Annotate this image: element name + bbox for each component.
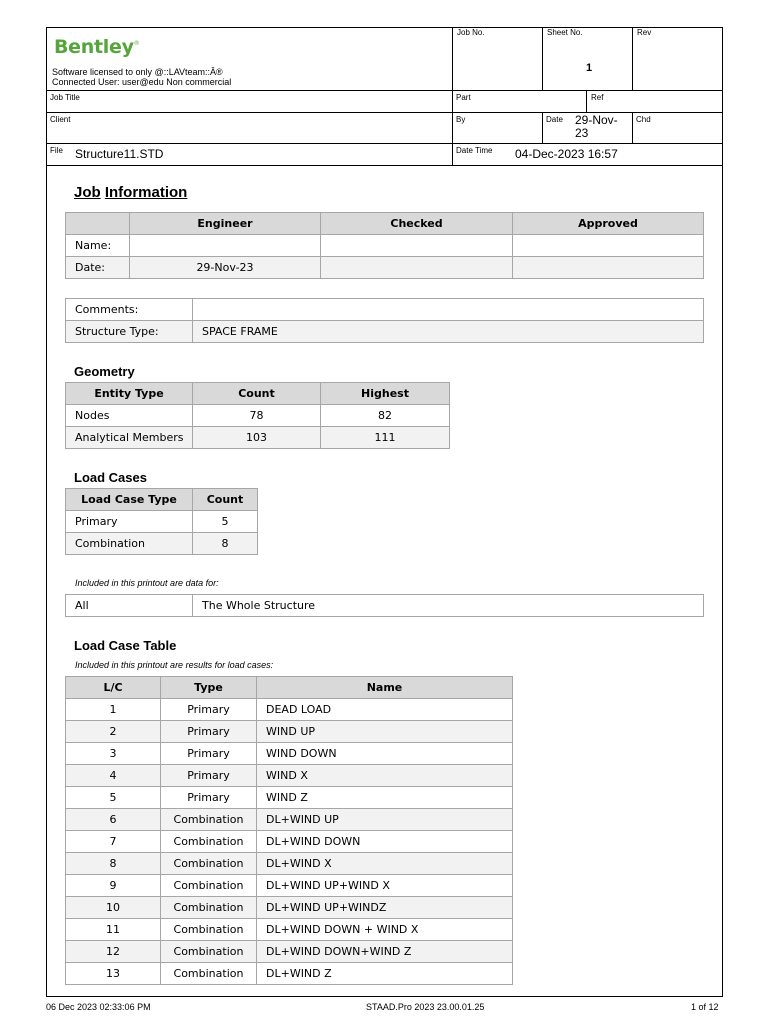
chd-label: Chd [636, 115, 651, 124]
table-row [66, 875, 513, 897]
table-row [66, 721, 513, 743]
load-case-type: Combination [161, 919, 257, 941]
checked-name-cell [321, 235, 513, 257]
table-cell: 8 [193, 533, 258, 555]
table-cell: Nodes [66, 405, 193, 427]
table-row [66, 743, 513, 765]
table-row [66, 787, 513, 809]
load-case-type: Primary [161, 721, 257, 743]
table-cell: Combination [66, 533, 193, 555]
table-row [66, 919, 513, 941]
column-header: L/C [66, 677, 161, 699]
load-case-name: DL+WIND X [257, 853, 513, 875]
load-case-number: 6 [66, 809, 161, 831]
column-header: Checked [321, 213, 513, 235]
table-cell: Analytical Members [66, 427, 193, 449]
table-cell: 5 [193, 511, 258, 533]
load-case-number: 1 [66, 699, 161, 721]
table-cell: 103 [193, 427, 321, 449]
table-row [66, 699, 513, 721]
load-case-table [65, 676, 513, 985]
column-header: Count [193, 383, 321, 405]
load-case-number: 5 [66, 787, 161, 809]
load-case-name: WIND Z [257, 787, 513, 809]
column-header: Count [193, 489, 258, 511]
table-row [66, 853, 513, 875]
load-case-type: Primary [161, 765, 257, 787]
rev-label: Rev [637, 28, 652, 37]
column-header [66, 213, 130, 235]
load-cases-table [65, 488, 258, 555]
column-header: Load Case Type [66, 489, 193, 511]
table-row [66, 897, 513, 919]
header-divider [452, 27, 453, 166]
by-label: By [456, 115, 466, 124]
load-case-table-title: Load Case Table [74, 638, 177, 653]
job-no-label: Job No. [457, 28, 485, 37]
date-label: Date [546, 115, 563, 124]
load-case-name: DL+WIND UP+WINDZ [257, 897, 513, 919]
load-case-type: Primary [161, 743, 257, 765]
datetime-label: Date Time [456, 146, 493, 155]
footer-software: STAAD.Pro 2023 23.00.01.25 [366, 1002, 485, 1012]
load-case-number: 3 [66, 743, 161, 765]
load-case-name: WIND DOWN [257, 743, 513, 765]
approved-date-cell [513, 257, 704, 279]
datetime-value: 04-Dec-2023 16:57 [515, 147, 618, 161]
bentley-logo: Bentley® [54, 36, 140, 58]
load-case-type: Combination [161, 963, 257, 985]
comments-value [193, 299, 704, 321]
included-data-table [65, 594, 704, 617]
approved-name-cell [513, 235, 704, 257]
table-cell: 78 [193, 405, 321, 427]
load-case-type: Combination [161, 941, 257, 963]
header-divider [632, 27, 633, 91]
geometry-title: Geometry [74, 364, 135, 379]
load-case-type: Combination [161, 809, 257, 831]
table-row [66, 941, 513, 963]
header-divider [46, 165, 723, 166]
load-cases-title: Load Cases [74, 470, 147, 485]
geometry-table [65, 382, 450, 449]
table-row [66, 831, 513, 853]
included-data-note: Included in this printout are data for: [75, 578, 219, 588]
engineer-date-cell: 29-Nov-23 [130, 257, 321, 279]
checked-date-cell [321, 257, 513, 279]
footer-page-number: 1 of 12 [691, 1002, 719, 1012]
client-label: Client [50, 115, 71, 124]
header-divider [542, 27, 543, 91]
load-case-table-note: Included in this printout are results for load cases: [75, 660, 274, 670]
column-header: Approved [513, 213, 704, 235]
load-case-number: 9 [66, 875, 161, 897]
table-cell: 82 [321, 405, 450, 427]
column-header: Engineer [130, 213, 321, 235]
load-case-number: 4 [66, 765, 161, 787]
row-label: Date: [66, 257, 130, 279]
date-value: 29-Nov-23 [575, 113, 618, 140]
part-label: Part [456, 93, 471, 102]
header-divider [46, 90, 723, 91]
structure-type-value: SPACE FRAME [193, 321, 704, 343]
load-case-number: 10 [66, 897, 161, 919]
file-label: File [50, 146, 63, 155]
load-case-name: DL+WIND UP [257, 809, 513, 831]
table-cell: Primary [66, 511, 193, 533]
load-case-number: 12 [66, 941, 161, 963]
load-case-type: Combination [161, 831, 257, 853]
sheet-no-label: Sheet No. [547, 28, 583, 37]
license-text: Software licensed to only @::LAVteam::Â® [52, 67, 223, 77]
ref-label: Ref [591, 93, 604, 102]
connected-user-text: Connected User: user@edu Non commercial [52, 77, 232, 87]
load-case-number: 2 [66, 721, 161, 743]
load-case-type: Combination [161, 853, 257, 875]
table-cell: 111 [321, 427, 450, 449]
load-case-number: 8 [66, 853, 161, 875]
column-header: Entity Type [66, 383, 193, 405]
load-case-type: Combination [161, 875, 257, 897]
row-label: Structure Type: [66, 321, 193, 343]
footer-print-date: 06 Dec 2023 02:33:06 PM [46, 1002, 151, 1012]
comments-table [65, 298, 704, 343]
header-divider [586, 90, 587, 113]
load-case-type: Primary [161, 699, 257, 721]
table-row [66, 765, 513, 787]
job-title-label: Job Title [50, 93, 80, 102]
load-case-type: Combination [161, 897, 257, 919]
row-label: Name: [66, 235, 130, 257]
file-value: Structure11.STD [75, 147, 164, 161]
column-header: Highest [321, 383, 450, 405]
load-case-number: 7 [66, 831, 161, 853]
table-cell: All [66, 595, 193, 617]
load-case-number: 13 [66, 963, 161, 985]
job-info-table [65, 212, 704, 279]
load-case-name: DL+WIND DOWN [257, 831, 513, 853]
header-divider [632, 112, 633, 144]
table-cell: The Whole Structure [193, 595, 704, 617]
load-case-name: DL+WIND DOWN + WIND X [257, 919, 513, 941]
table-row [66, 963, 513, 985]
load-case-name: DL+WIND Z [257, 963, 513, 985]
job-information-title: Job Information [74, 184, 188, 201]
engineer-name-cell [130, 235, 321, 257]
column-header: Type [161, 677, 257, 699]
header-divider [542, 112, 543, 144]
load-case-name: WIND X [257, 765, 513, 787]
sheet-no-value: 1 [586, 62, 593, 74]
table-row [66, 809, 513, 831]
load-case-name: DEAD LOAD [257, 699, 513, 721]
load-case-name: DL+WIND DOWN+WIND Z [257, 941, 513, 963]
load-case-name: WIND UP [257, 721, 513, 743]
header-divider [46, 112, 723, 113]
load-case-number: 11 [66, 919, 161, 941]
load-case-name: DL+WIND UP+WIND X [257, 875, 513, 897]
column-header: Name [257, 677, 513, 699]
header-divider [46, 143, 723, 144]
row-label: Comments: [66, 299, 193, 321]
load-case-type: Primary [161, 787, 257, 809]
